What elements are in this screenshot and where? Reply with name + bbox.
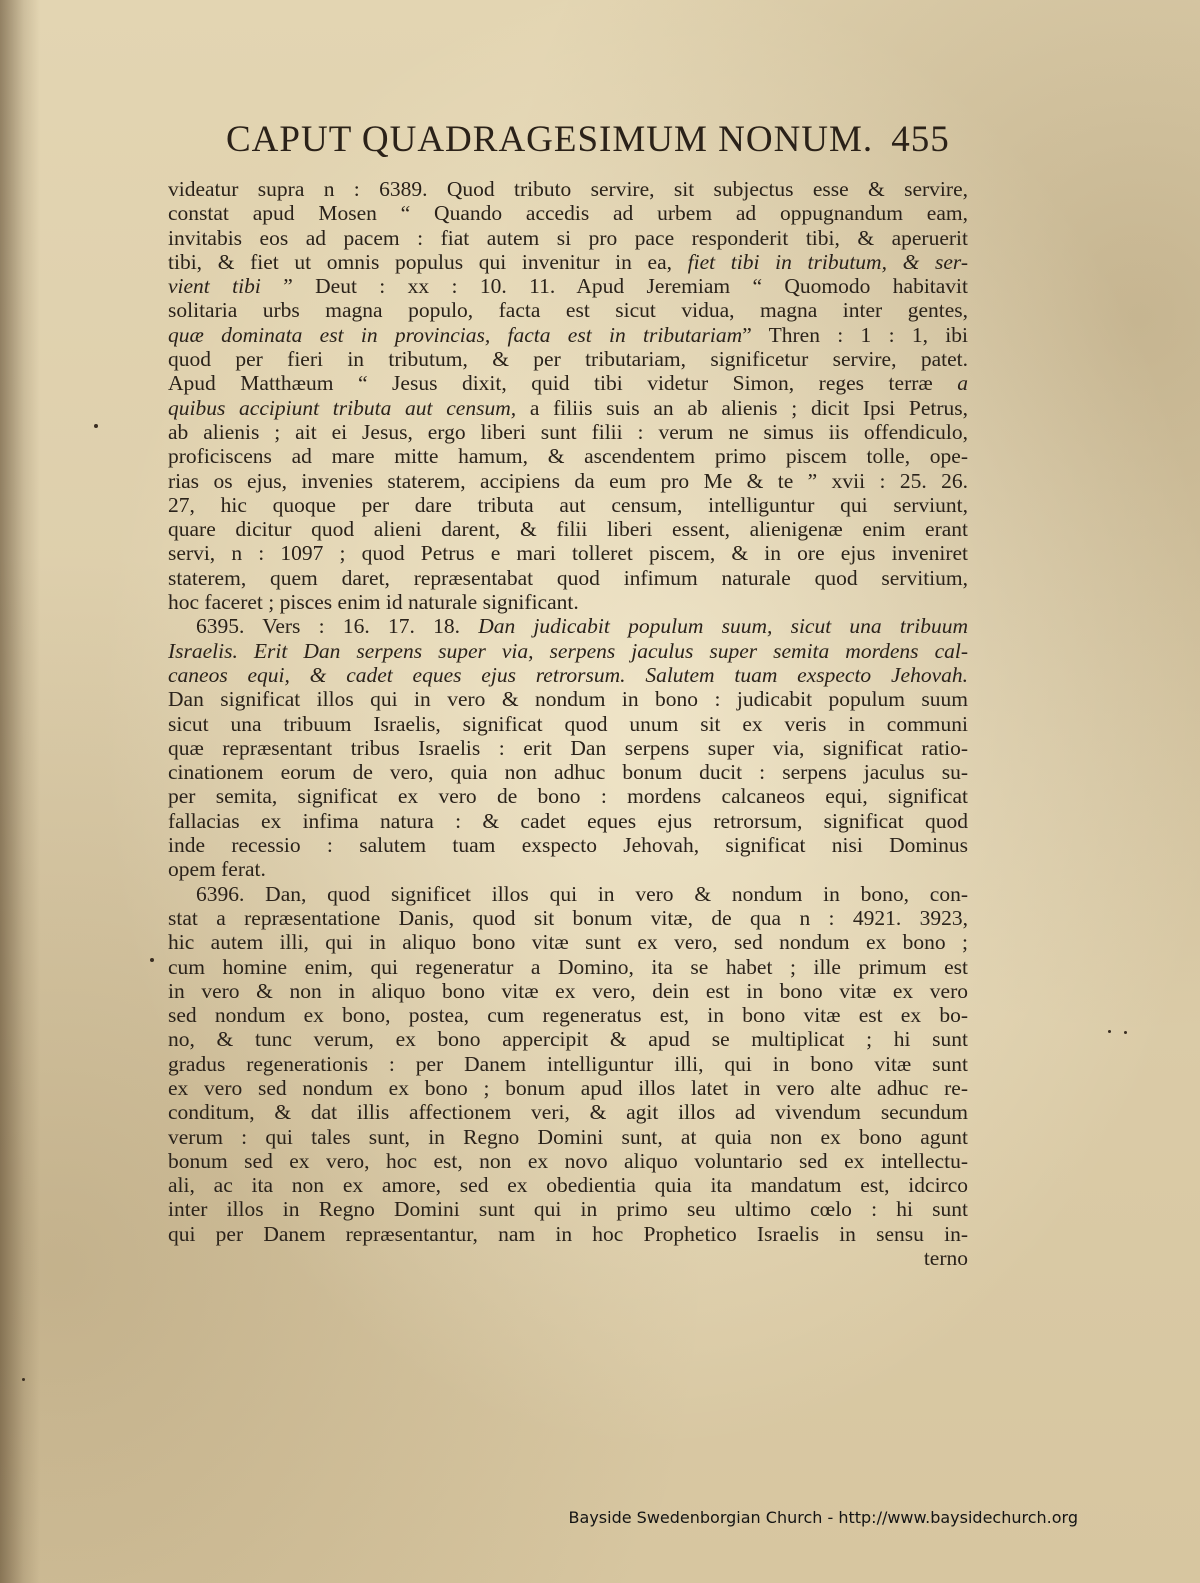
text-line <box>168 541 968 565</box>
text-line <box>168 1149 968 1173</box>
chapter-title: CAPUT QUADRAGESIMUM NONUM. <box>226 119 874 160</box>
text-line <box>168 298 968 322</box>
ink-speck <box>150 958 154 962</box>
ink-speck <box>1108 1030 1111 1033</box>
body-text <box>168 177 968 1270</box>
text-line <box>168 857 968 881</box>
text-line <box>168 274 968 298</box>
text-line <box>168 1246 968 1270</box>
text-line <box>168 809 968 833</box>
text-line <box>168 396 968 420</box>
text-segment: cum homine enim, qui regeneratur a Domino, ita se habet ; ille primum est <box>168 954 968 979</box>
text-segment: Apud Matthæum “ Jesus dixit, quid tibi videtur Simon, reges terræ <box>168 371 958 396</box>
text-segment: constat apud Mosen “ Quando accedis ad urbem ad oppugnandum eam, <box>168 201 968 226</box>
text-segment: 27, hic quoque per dare tributa aut censum, intelliguntur qui serviunt, <box>168 492 968 517</box>
source-credit: Bayside Swedenborgian Church - http://www.baysidechurch.org <box>568 1508 1078 1527</box>
italic-text-segment: vient tibi <box>168 274 261 299</box>
text-segment: cinationem eorum de vero, quia non adhuc bonum ducit : serpens jaculus su- <box>168 760 968 785</box>
italic-text-segment: fiet tibi in tributum, & ser- <box>687 249 968 274</box>
ink-speck <box>1124 1031 1127 1034</box>
italic-text-segment: Israelis. Erit Dan serpens super via, serpens jaculus super semita mordens cal- <box>168 638 968 663</box>
text-line <box>168 420 968 444</box>
text-line <box>168 347 968 371</box>
text-line <box>168 250 968 274</box>
text-line <box>168 469 968 493</box>
text-line <box>168 566 968 590</box>
text-segment: quæ repræsentant tribus Israelis : erit Dan serpens super via, significat ratio- <box>168 735 968 760</box>
text-segment: stat a repræsentatione Danis, quod sit bonum vitæ, de qua n : 4921. 3923, <box>168 905 968 930</box>
ink-speck <box>94 424 98 428</box>
text-segment: inde recessio : salutem tuam exspecto Jehovah, significat nisi Dominus <box>168 833 968 858</box>
text-line <box>168 979 968 1003</box>
text-segment: staterem, quem daret, repræsentabat quod infimum naturale quod servitium, <box>168 565 968 590</box>
page-number: 455 <box>891 119 950 160</box>
text-segment: conditum, & dat illis affectionem veri, & agit illos ad vivendum secundum <box>168 1100 968 1125</box>
text-segment: gradus regenerationis : per Danem intelliguntur illi, qui in bono vitæ sunt <box>168 1051 968 1076</box>
text-line <box>168 833 968 857</box>
italic-text-segment: quæ dominata est in provincias, facta est in tributariam <box>168 322 743 347</box>
text-segment: servi, n : 1097 ; quod Petrus e mari tolleret piscem, & in ore ejus inveniret <box>168 541 968 566</box>
text-segment: inter illos in Regno Domini sunt qui in primo seu ultimo cœlo : hi sunt <box>168 1197 968 1222</box>
text-line <box>168 201 968 225</box>
text-segment: quare dicitur quod alieni darent, & filii liberi essent, alienigenæ enim erant <box>168 517 968 542</box>
text-segment: terno <box>923 1246 968 1271</box>
binding-gutter-shadow <box>0 0 40 1583</box>
text-line <box>168 639 968 663</box>
text-segment: hoc faceret ; pisces enim id naturale significant. <box>168 590 579 615</box>
text-segment: ab alienis ; ait ei Jesus, ergo liberi sunt filii : verum ne simus iis offendiculo, <box>168 419 968 444</box>
text-line <box>168 1100 968 1124</box>
text-segment: ex vero sed nondum ex bono ; bonum apud illos latet in vero alte adhuc re- <box>168 1075 968 1100</box>
running-header <box>226 118 986 161</box>
text-segment: rias os ejus, invenies staterem, accipiens da eum pro Me & te ” xvii : 25. 26. <box>168 468 968 493</box>
text-segment: ali, ac ita non ex amore, sed ex obedientia quia ita mandatum est, idcirco <box>168 1173 968 1198</box>
text-segment: opem ferat. <box>168 857 266 882</box>
text-line <box>168 1027 968 1051</box>
text-segment: fallacias ex infima natura : & cadet eques ejus retrorsum, significat quod <box>168 808 968 833</box>
text-line <box>168 1173 968 1197</box>
text-line <box>168 736 968 760</box>
text-segment: sed nondum ex bono, postea, cum regeneratus est, in bono vitæ est ex bo- <box>168 1003 968 1028</box>
text-line <box>168 712 968 736</box>
text-line <box>168 1222 968 1246</box>
text-line <box>168 930 968 954</box>
text-line <box>168 1076 968 1100</box>
italic-text-segment: a <box>957 371 968 396</box>
text-line <box>168 955 968 979</box>
italic-text-segment: Dan judicabit populum suum, sicut una tribuum <box>478 614 968 639</box>
text-segment: ” Thren : 1 : 1, ibi <box>742 322 969 347</box>
text-segment: no, & tunc verum, ex bono appercipit & apud se multiplicat ; hi sunt <box>168 1027 968 1052</box>
text-line <box>168 226 968 250</box>
text-line <box>168 1052 968 1076</box>
text-line <box>168 687 968 711</box>
text-segment: bonum sed ex vero, hoc est, non ex novo aliquo voluntario sed ex intellectu- <box>168 1148 968 1173</box>
italic-text-segment: caneos equi, & cadet eques ejus retrorsum. Salutem tuam exspecto Jehovah. <box>168 662 968 687</box>
text-segment: tibi, & fiet ut omnis populus qui invenitur in ea, <box>168 249 688 274</box>
italic-text-segment: quibus accipiunt tributa aut censum, <box>168 395 517 420</box>
ink-speck <box>22 1378 25 1381</box>
text-segment: quod per fieri in tributum, & per tributariam, significetur servire, patet. <box>168 347 968 372</box>
text-segment: solitaria urbs magna populo, facta est sicut vidua, magna inter gentes, <box>168 298 968 323</box>
text-line <box>168 493 968 517</box>
text-line <box>168 517 968 541</box>
text-line <box>168 444 968 468</box>
text-line <box>168 760 968 784</box>
text-segment: in vero & non in aliquo bono vitæ ex vero, dein est in bono vitæ ex vero <box>168 978 968 1003</box>
text-line <box>168 1003 968 1027</box>
text-segment: per semita, significat ex vero de bono : mordens calcaneos equi, significat <box>168 784 968 809</box>
text-line <box>168 323 968 347</box>
text-line <box>168 1197 968 1221</box>
text-line <box>168 663 968 687</box>
text-line <box>168 882 968 906</box>
text-line <box>168 1125 968 1149</box>
text-segment: verum : qui tales sunt, in Regno Domini sunt, at quia non ex bono agunt <box>168 1124 968 1149</box>
text-segment: Dan significat illos qui in vero & nondum in bono : judicabit populum suum <box>168 687 968 712</box>
text-segment: sicut una tribuum Israelis, significat quod unum sit ex veris in communi <box>168 711 968 736</box>
text-segment: 6395. Vers : 16. 17. 18. <box>196 614 479 639</box>
text-segment: a filiis suis an ab alienis ; dicit Ipsi Petrus, <box>516 395 968 420</box>
text-segment: invitabis eos ad pacem : fiat autem si pro pace responderit tibi, & aperuerit <box>168 225 968 250</box>
text-segment: 6396. Dan, quod significet illos qui in vero & nondum in bono, con- <box>196 881 968 906</box>
text-line <box>168 784 968 808</box>
text-line <box>168 906 968 930</box>
text-segment: ” Deut : xx : 10. 11. Apud Jeremiam “ Quomodo habitavit <box>260 274 968 299</box>
text-segment: proficiscens ad mare mitte hamum, & ascendentem primo piscem tolle, ope- <box>168 444 968 469</box>
text-segment: qui per Danem repræsentantur, nam in hoc Prophetico Israelis in sensu in- <box>168 1221 968 1246</box>
text-line <box>168 614 968 638</box>
text-line <box>168 590 968 614</box>
text-segment: hic autem illi, qui in aliquo bono vitæ sunt ex vero, sed nondum ex bono ; <box>168 930 968 955</box>
text-line <box>168 177 968 201</box>
text-segment: videatur supra n : 6389. Quod tributo servire, sit subjectus esse & servire, <box>168 177 968 201</box>
text-line <box>168 371 968 395</box>
